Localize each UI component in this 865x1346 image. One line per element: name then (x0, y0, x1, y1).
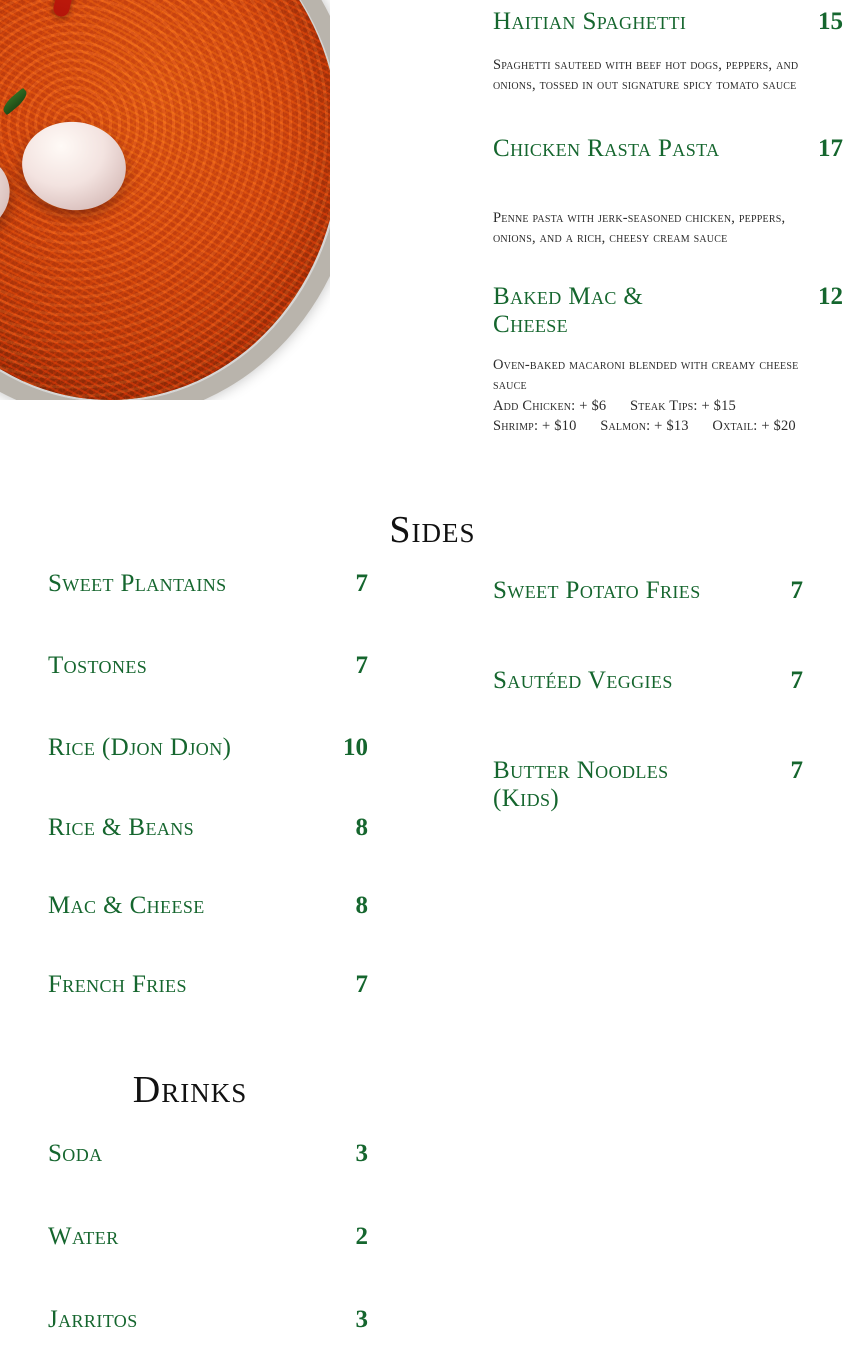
item-name: Chicken Rasta Pasta (493, 135, 720, 163)
side-price: 8 (355, 892, 368, 919)
list-item (493, 757, 803, 813)
side-name: Tostones (48, 652, 148, 679)
addons-list (493, 397, 843, 436)
menu-item-baked-mac-and-cheese (493, 283, 843, 436)
list-item (493, 577, 803, 605)
list-item (48, 734, 368, 762)
side-name: Mac & Cheese (48, 892, 205, 919)
list-item (48, 892, 368, 920)
side-price: 7 (790, 667, 803, 694)
drink-price: 2 (355, 1223, 368, 1250)
side-name: Rice (Djon Djon) (48, 734, 232, 761)
side-name: Sautéed Veggies (493, 667, 673, 694)
dish-photo (0, 0, 330, 400)
list-item (48, 570, 368, 598)
item-price: 12 (818, 283, 843, 311)
featured-items-column (493, 0, 843, 437)
list-item (48, 1140, 368, 1168)
drink-name: Water (48, 1223, 119, 1250)
item-description: Penne pasta with jerk-seasoned chicken, peppers, onions, and a rich, cheesy cream sauce (493, 210, 786, 246)
drinks-list (48, 1140, 368, 1334)
addon-steak-tips: Steak Tips: + $15 (630, 398, 737, 415)
addon-oxtail: Oxtail: + $20 (712, 417, 796, 434)
side-name: Sweet Potato Fries (493, 577, 701, 604)
side-price: 7 (790, 577, 803, 604)
side-price: 8 (355, 814, 368, 841)
sides-right-list (493, 577, 803, 813)
item-description: Spaghetti sauteed with beef hot dogs, peppers, and onions, tossed in out signature spicy tomato sauce (493, 57, 799, 93)
list-item (48, 814, 368, 842)
list-item (48, 1306, 368, 1334)
drink-price: 3 (355, 1140, 368, 1167)
side-name: Rice & Beans (48, 814, 195, 841)
side-price: 7 (790, 757, 803, 784)
side-price: 7 (355, 971, 368, 998)
item-description: Oven-baked macaroni blended with creamy cheese sauce (493, 357, 799, 393)
item-name: Haitian Spaghetti (493, 8, 687, 35)
item-price: 17 (818, 135, 843, 163)
list-item (48, 1223, 368, 1251)
spaghetti-plate (0, 0, 330, 400)
menu-item-chicken-rasta-pasta (493, 135, 843, 248)
side-price: 10 (343, 734, 368, 761)
side-name: Butter Noodles (Kids) (493, 757, 669, 812)
side-name: French Fries (48, 971, 187, 998)
side-name: Sweet Plantains (48, 570, 227, 597)
addon-shrimp: Shrimp: + $10 (493, 417, 577, 434)
item-price: 15 (818, 8, 843, 35)
section-title-sides: Sides (389, 509, 476, 551)
section-title-drinks: Drinks (132, 1069, 248, 1111)
list-item (48, 652, 368, 680)
item-name: Baked Mac & Cheese (493, 283, 644, 339)
addons-row (493, 397, 843, 417)
addon-salmon: Salmon: + $13 (600, 417, 689, 434)
addon-chicken: Add Chicken: + $6 (493, 398, 607, 415)
side-price: 7 (355, 570, 368, 597)
list-item (493, 667, 803, 695)
side-price: 7 (355, 652, 368, 679)
list-item (48, 971, 368, 999)
drink-price: 3 (355, 1306, 368, 1333)
drink-name: Soda (48, 1140, 103, 1167)
menu-item-haitian-spaghetti (493, 8, 843, 95)
drink-name: Jarritos (48, 1306, 138, 1333)
addons-row (493, 417, 843, 437)
sides-left-list (48, 570, 368, 999)
